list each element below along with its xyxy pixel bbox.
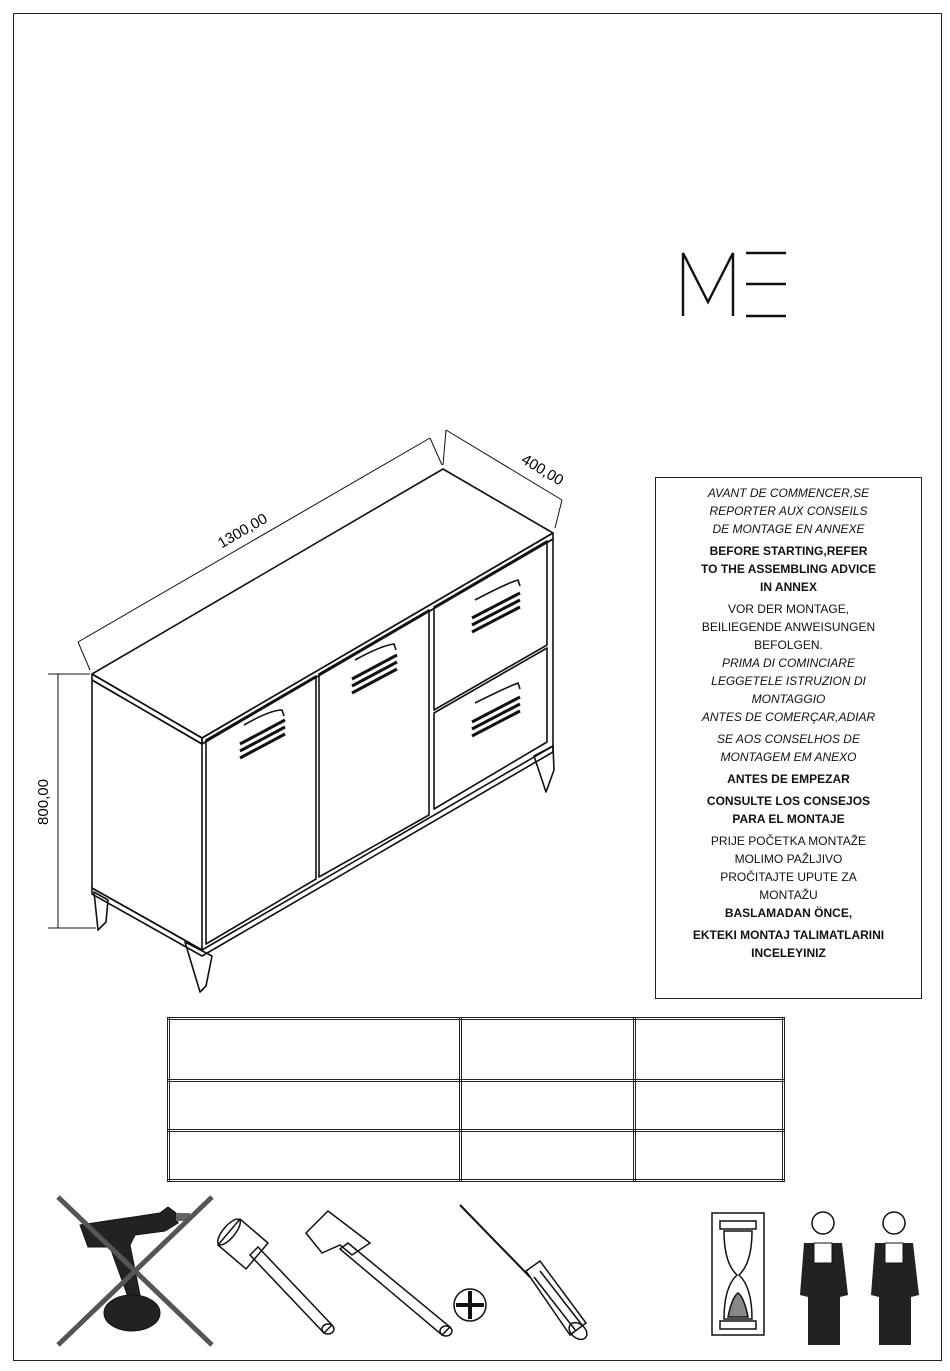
two-person-assembly-icon xyxy=(800,1212,919,1345)
notice-line-it-1: PRIMA DI COMINCIARE xyxy=(722,656,855,670)
no-power-drill-icon xyxy=(58,1197,212,1345)
lower-drawer xyxy=(434,648,547,809)
table-cell xyxy=(169,1081,461,1131)
upper-drawer xyxy=(434,541,547,710)
notice-line-it-2: LEGGETELE ISTRUZION DI xyxy=(711,674,866,688)
depth-dimension-label: 400,00 xyxy=(518,451,567,490)
table-row xyxy=(169,1019,784,1081)
notice-line-de-1: VOR DER MONTAGE, xyxy=(727,602,850,616)
hourglass-icon xyxy=(712,1213,764,1335)
notice-line-fr-3: DE MONTAGE EN ANNEXE xyxy=(712,522,865,536)
notice-line-it-3: MONTAGGIO xyxy=(751,692,826,706)
me-logo-icon xyxy=(680,250,790,320)
notice-line-en-3: IN ANNEX xyxy=(760,580,817,594)
table-cell xyxy=(634,1131,783,1181)
notice-line-hr-2: MOLIMO PAŽLJIVO xyxy=(734,852,843,866)
notice-line-tr-2: EKTEKI MONTAJ TALIMATLARINI xyxy=(692,928,885,942)
sideboard-side-panel xyxy=(92,680,202,950)
notice-line-de-2: BEILIEGENDE ANWEISUNGEN xyxy=(701,620,876,634)
width-dimension-label: 1300,00 xyxy=(215,510,271,553)
table-cell xyxy=(460,1019,634,1081)
sideboard-drawing xyxy=(30,420,630,1010)
tools-row xyxy=(40,1185,940,1360)
table-cell xyxy=(169,1019,461,1081)
notice-line-tr-1: BASLAMADAN ÖNCE, xyxy=(724,906,853,920)
table-cell xyxy=(169,1131,461,1181)
notice-line-es-2: CONSULTE LOS CONSEJOS xyxy=(706,794,871,808)
notice-line-es-3: PARA EL MONTAJE xyxy=(732,812,845,826)
table-cell xyxy=(634,1019,783,1081)
notice-line-en-2: TO THE ASSEMBLING ADVICE xyxy=(701,562,876,576)
notice-line-hr-4: MONTAŽU xyxy=(759,888,818,902)
person-icon xyxy=(871,1212,919,1345)
notice-line-pt-3: MONTAGEM EM ANEXO xyxy=(720,750,857,764)
hammer-icon xyxy=(306,1211,452,1336)
phillips-screwdriver-icon xyxy=(460,1205,590,1343)
notice-line-fr-2: REPORTER AUX CONSEILS xyxy=(709,504,868,518)
notice-line-hr-3: PROČITAJTE UPUTE ZA xyxy=(720,870,857,884)
table-cell xyxy=(460,1131,634,1181)
table-cell xyxy=(634,1081,783,1131)
notice-line-de-3: BEFOLGEN. xyxy=(754,638,823,652)
notice-line-pt-1: ANTES DE COMERÇAR,ADIAR xyxy=(701,710,876,724)
table-row xyxy=(169,1131,784,1181)
width-dimension-line xyxy=(78,438,430,642)
notice-line-en-1: BEFORE STARTING,REFER xyxy=(709,544,868,558)
person-icon xyxy=(800,1212,848,1345)
height-dimension-label: 800,00 xyxy=(35,779,52,825)
notice-line-fr-1: AVANT DE COMMENCER,SE xyxy=(707,486,870,500)
sideboard-top xyxy=(92,469,553,738)
mallet-icon xyxy=(214,1216,334,1334)
notice-line-es-1: ANTES DE EMPEZAR xyxy=(727,772,850,786)
info-table xyxy=(167,1017,785,1182)
assembly-notice-box xyxy=(655,477,922,999)
table-row xyxy=(169,1081,784,1131)
notice-line-pt-2: SE AOS CONSELHOS DE xyxy=(717,732,860,746)
notice-line-tr-3: INCELEYINIZ xyxy=(751,946,826,960)
phillips-screw-icon xyxy=(454,1289,486,1321)
table-cell xyxy=(460,1081,634,1131)
notice-line-hr-1: PRIJE POČETKA MONTAŽE xyxy=(710,834,867,848)
leg-back-left xyxy=(94,892,108,930)
